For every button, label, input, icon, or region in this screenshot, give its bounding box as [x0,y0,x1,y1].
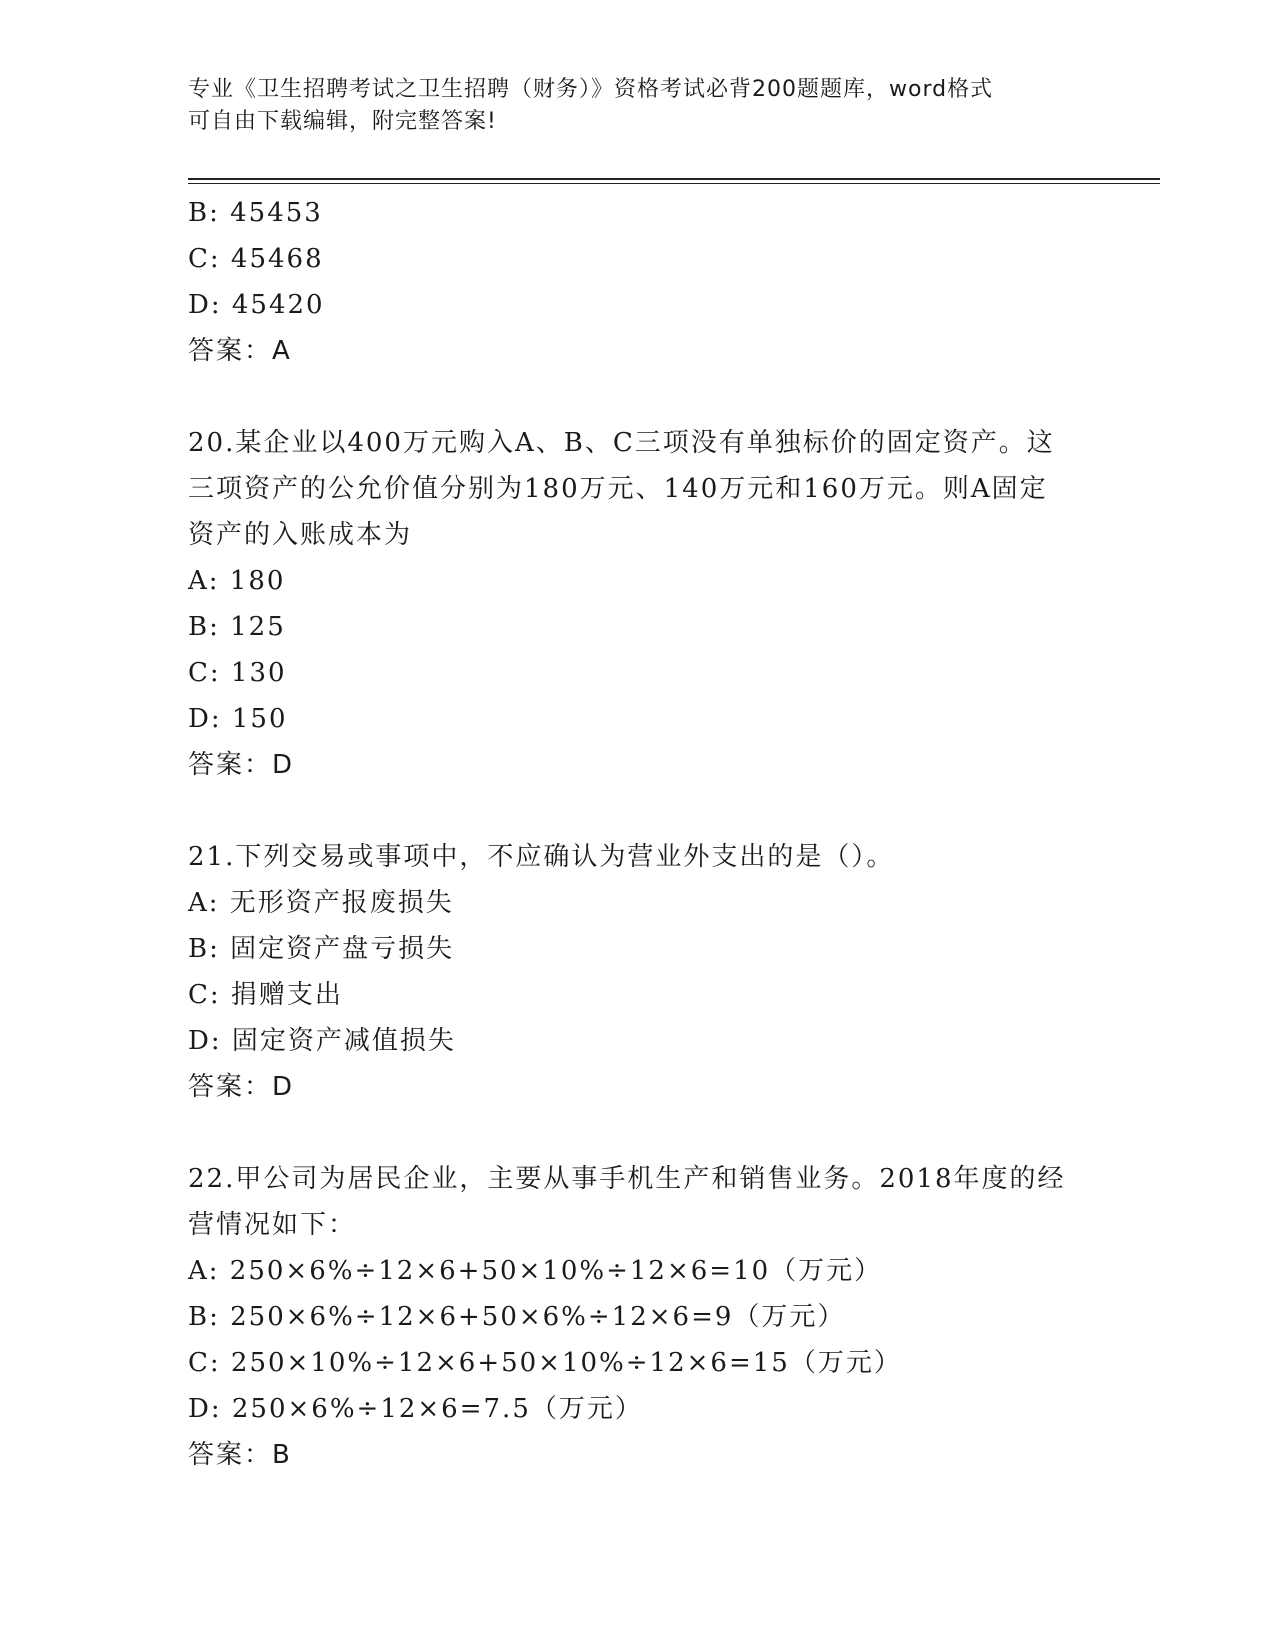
option-d: D: 150 [188,704,288,734]
document-body [188,190,1088,1478]
option-c: C: 130 [188,658,287,688]
question-22 [188,1156,1088,1478]
answer-line: 答案：D [188,750,295,780]
question-21 [188,834,1088,1110]
option-c: C: 250×10%÷12×6+50×10%÷12×6=15（万元） [188,1348,902,1378]
question-stem: 21.下列交易或事项中，不应确认为营业外支出的是（）。 [188,842,895,872]
previous-question-tail [188,190,1088,374]
question-stem: 资产的入账成本为 [188,520,413,550]
option-b: B: 固定资产盘亏损失 [188,934,455,964]
answer-line: 答案：B [188,1440,292,1470]
option-c: C: 45468 [188,244,324,274]
option-d: D: 45420 [188,290,325,320]
header-rule [188,178,1160,180]
header-line-2: 可自由下载编辑，附完整答案! [188,109,497,134]
option-a: A: 180 [188,566,286,596]
header-line-1: 专业《卫生招聘考试之卫生招聘（财务）》资格考试必背200题题库，word格式 [188,77,994,102]
answer-line: 答案：D [188,1072,295,1102]
option-a: A: 250×6%÷12×6+50×10%÷12×6=10（万元） [188,1256,883,1286]
question-stem: 三项资产的公允价值分别为180万元、140万元和160万元。则A固定 [188,474,1048,504]
option-d: D: 固定资产减值损失 [188,1026,456,1056]
answer-line: 答案：A [188,336,292,366]
question-20 [188,420,1088,788]
option-d: D: 250×6%÷12×6=7.5（万元） [188,1394,643,1424]
option-b: B: 125 [188,612,286,642]
document-header [188,74,1088,138]
option-c: C: 捐赠支出 [188,980,343,1010]
question-stem: 20.某企业以400万元购入A、B、C三项没有单独标价的固定资产。这 [188,428,1055,458]
question-stem: 22.甲公司为居民企业，主要从事手机生产和销售业务。2018年度的经 [188,1164,1066,1194]
question-stem: 营情况如下： [188,1210,357,1240]
option-a: A: 无形资产报废损失 [188,888,454,918]
option-b: B: 45453 [188,198,323,228]
header-rule-thin [188,183,1160,184]
option-b: B: 250×6%÷12×6+50×6%÷12×6=9（万元） [188,1302,846,1332]
